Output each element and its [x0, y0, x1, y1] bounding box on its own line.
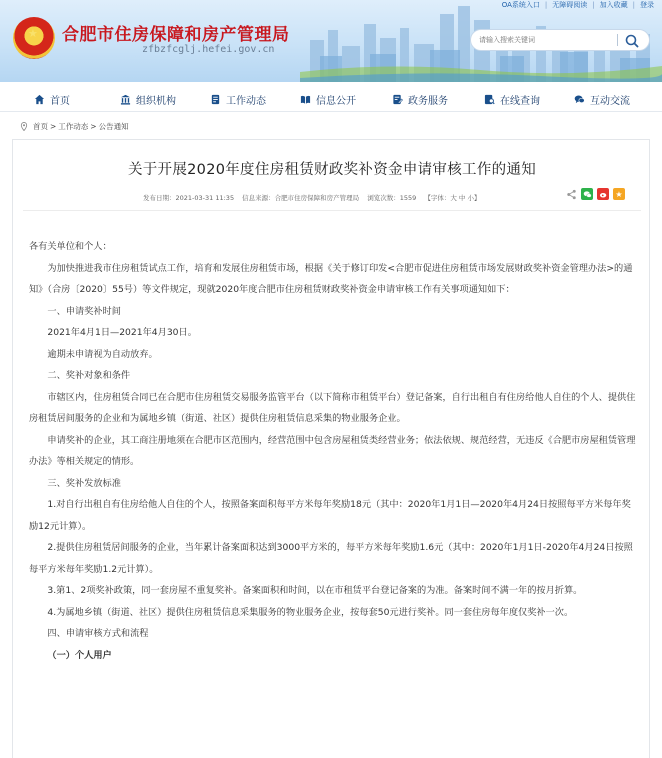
- paragraph-standard-2: 2.提供住房租赁居间服务的企业，当年累计备案面积达到3000平方米的，每平方米每年奖励1.6元（其中：2020年1月1日-2020年4月24日按照每平方米每年奖励1.2元计算）。: [29, 542, 633, 575]
- search-box: [470, 29, 650, 51]
- article-card: [12, 139, 650, 758]
- header-banner: [0, 0, 662, 82]
- top-links: OA系统入口 | 无障碍阅读 | 加入收藏 | 登录: [501, 1, 654, 9]
- add-favorite-link[interactable]: 加入收藏: [599, 1, 628, 9]
- nav-label: 首页: [50, 95, 70, 107]
- paragraph-enterprise-conditions: 申请奖补的企业，其工商注册地须在合肥市区范围内，经营范围中包含房屋租赁类经营业务；依法依规、规范经营，无违反《合肥市房屋租赁管理办法》等相关规定的情形。: [29, 434, 636, 467]
- article-title: 关于开展2020年度住房租赁财政奖补资金申请审核工作的通知: [127, 162, 537, 178]
- section-heading-2: 二、奖补对象和条件: [47, 370, 131, 381]
- nav-item-interaction[interactable]: [574, 91, 630, 107]
- breadcrumb-work-news[interactable]: 工作动态: [58, 122, 89, 131]
- nav-item-government-service[interactable]: [392, 91, 448, 107]
- login-link[interactable]: 登录: [640, 1, 654, 9]
- publish-date: 发布日期：2021-03-31 11:35: [143, 194, 235, 202]
- paragraph-intro: 为加快推进我市住房租赁试点工作，培育和发展住房租赁市场，根据《关于修订印发<合肥市促进住房租赁市场发展财政奖补资金管理办法>的通知》（合房〔2020〕55号）等文件规定，现就2020年度合肥市住房租赁财政奖补资金申请审核工作有关事项通知如下：: [29, 262, 633, 295]
- nav-item-home[interactable]: [34, 91, 70, 107]
- article-meta: [143, 193, 487, 202]
- building-icon: [120, 94, 131, 105]
- nav-label: 在线查询: [500, 95, 540, 107]
- nav-item-work-news[interactable]: [210, 91, 266, 107]
- location-pin-icon: [20, 122, 28, 131]
- main-nav: [0, 86, 662, 112]
- paragraph-eligibility: 市辖区内，住房租赁合同已在合肥市住房租赁交易服务监管平台（以下简称市租赁平台）登记备案，自行出租自有住房给他人自住的个人、提供住房租赁居间服务的企业和为属地乡镇（街道、社区）提供住房租赁信息采集的物业服务企业。: [29, 391, 636, 424]
- paragraph-standard-3: 3.第1、2项奖补政策，同一套房屋不重复奖补。备案面积和时间，以在市租赁平台登记备案的为准。备案时间不满一年的按月折算。: [47, 585, 583, 596]
- breadcrumb-separator: >: [50, 122, 57, 131]
- section-heading-1: 一、申请奖补时间: [47, 305, 121, 317]
- search-icon[interactable]: [624, 33, 640, 49]
- chat-bubble-icon: [574, 94, 585, 105]
- nav-label: 互动交流: [590, 95, 630, 107]
- query-icon: [484, 94, 495, 105]
- breadcrumb: [20, 121, 129, 132]
- site-title[interactable]: 合肥市住房保障和房产管理局: [62, 25, 290, 45]
- section-heading-4: 四、申请审核方式和流程: [47, 628, 149, 639]
- section-heading-3: 三、奖补发放标准: [47, 477, 121, 489]
- edit-document-icon: [392, 94, 403, 105]
- breadcrumb-home[interactable]: 首页: [33, 122, 48, 131]
- salutation: 各有关单位和个人：: [29, 241, 112, 252]
- info-source: 信息来源：合肥市住房保障和房产管理局: [242, 194, 360, 202]
- search-divider: [617, 34, 618, 46]
- nav-item-info-disclosure[interactable]: [300, 91, 356, 107]
- article-body: [29, 236, 639, 666]
- document-icon: [210, 94, 221, 105]
- weibo-share-icon[interactable]: [597, 188, 609, 200]
- nav-label: 工作动态: [226, 95, 266, 107]
- home-icon: [34, 94, 45, 105]
- paragraph-standard-4: 4.为属地乡镇（街道、社区）提供住房租赁信息采集服务的物业服务企业，按每套50元进行奖补。同一套住房每年度仅奖补一次。: [47, 606, 574, 618]
- paragraph-expiry-note: 逾期未申请视为自动放弃。: [47, 348, 158, 360]
- site-url: zfbzfcglj.hefei.gov.cn: [142, 44, 275, 55]
- share-bar: [566, 188, 625, 200]
- share-icon[interactable]: [566, 189, 577, 200]
- national-emblem-logo: ★: [13, 17, 55, 59]
- nav-label: 组织机构: [136, 95, 176, 107]
- meta-divider: [23, 210, 641, 211]
- nav-item-organization[interactable]: [120, 91, 176, 107]
- font-size-switch[interactable]: 【字体：大 中 小】: [424, 194, 481, 202]
- paragraph-standard-1: 1.对自行出租自有住房给他人自住的个人，按照备案面积每平方米每年奖励18元（其中：2020年1月1日—2020年4月24日按照每平方米每年奖励12元计算）。: [29, 499, 631, 532]
- view-count: 浏览次数：1559: [367, 194, 417, 202]
- oa-entry-link[interactable]: OA系统入口: [501, 1, 540, 9]
- nav-label: 信息公开: [316, 95, 356, 107]
- search-input[interactable]: [479, 33, 614, 47]
- nav-label: 政务服务: [408, 95, 448, 107]
- wechat-share-icon[interactable]: [581, 188, 593, 200]
- paragraph-time-range: 2021年4月1日—2021年4月30日。: [47, 327, 197, 338]
- accessibility-link[interactable]: 无障碍阅读: [552, 1, 588, 9]
- breadcrumb-separator: >: [90, 122, 97, 131]
- subsection-heading-individual: （一）个人用户: [47, 649, 112, 661]
- open-book-icon: [300, 94, 311, 105]
- nav-item-online-query[interactable]: [484, 91, 540, 107]
- favorite-star-icon[interactable]: ★: [613, 188, 625, 200]
- breadcrumb-announcements[interactable]: 公告通知: [98, 122, 129, 131]
